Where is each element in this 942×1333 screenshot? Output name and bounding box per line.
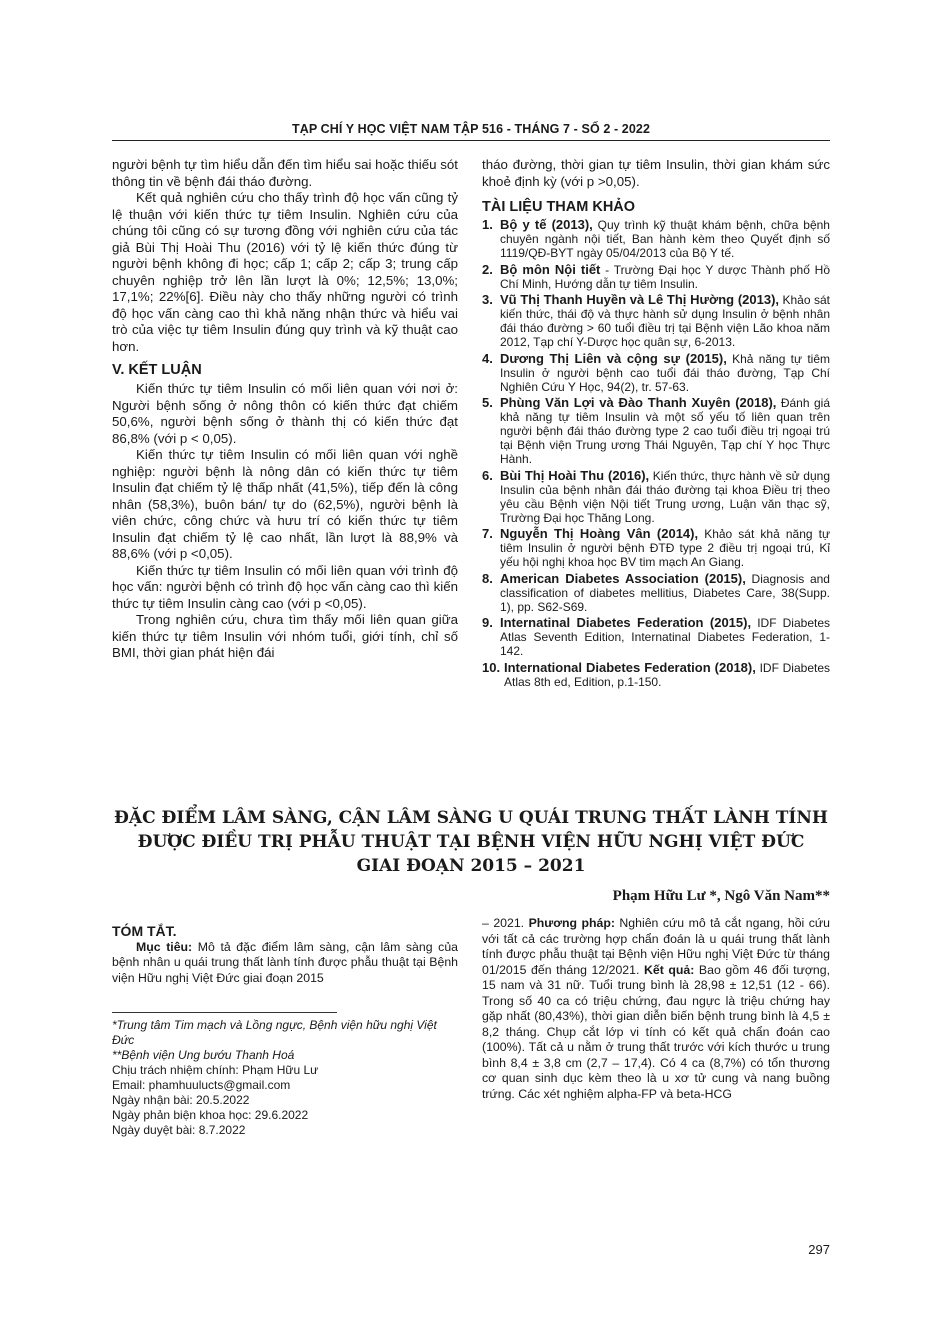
- reference-item: 4. Dương Thị Liên và cộng sự (2015), Khả năng tự tiêm Insulin ở người bệnh cao tuổi đái tháo đường, Tạp Chí Nghiên Cứu Y Học, 94(2), tr. 57-63.: [482, 350, 830, 394]
- paragraph: người bệnh tự tìm hiểu dẫn đến tìm hiểu sai hoặc thiếu sót thông tin về bệnh đái tháo đường.: [112, 157, 458, 189]
- reference-item: 10. International Diabetes Federation (2018), IDF Diabetes Atlas 8th ed, Edition, p.1-150.: [482, 659, 830, 689]
- page-number: 297: [808, 1242, 830, 1257]
- title-line: ĐƯỢC ĐIỀU TRỊ PHẪU THUẬT TẠI BỆNH VIỆN HỮU NGHỊ VIỆT ĐỨC: [137, 832, 805, 852]
- paragraph: Trong nghiên cứu, chưa tìm thấy mối liên quan giữa kiến thức tự tiêm Insulin với nhóm tuổi, giới tính, chỉ số BMI, thời gian phát hiện đái: [112, 612, 458, 660]
- title-line: ĐẶC ĐIỂM LÂM SÀNG, CẬN LÂM SÀNG U QUÁI TRUNG THẤT LÀNH TÍNH: [114, 808, 828, 828]
- affiliation-2: **Bệnh viện Ung bướu Thanh Hoá: [112, 1048, 295, 1062]
- email: Email: phamhuulucts@gmail.com: [112, 1078, 291, 1092]
- journal-header: TẠP CHÍ Y HỌC VIỆT NAM TẬP 516 - THÁNG 7 - SỐ 2 - 2022: [291, 122, 651, 136]
- reference-list: [482, 218, 830, 689]
- paragraph: tháo đường, thời gian tự tiêm Insulin, thời gian khám sức khoẻ định kỳ (với p >0,05).: [482, 157, 830, 189]
- footnote-rule: [112, 1012, 337, 1013]
- paragraph: Kiến thức tự tiêm Insulin có mối liên quan với nơi ở: Người bệnh sống ở nông thôn có kiến thức đạt chiếm 50,6%, người bệnh sống ở thành thị có kiến thức đạt 86,8% (với p < 0,05).: [112, 381, 458, 446]
- article-authors: Phạm Hữu Lư *, Ngô Văn Nam**: [612, 888, 830, 904]
- received-date: Ngày nhận bài: 20.5.2022: [112, 1093, 250, 1107]
- affiliation-1: *Trung tâm Tim mạch và Lồng ngực, Bệnh viện hữu nghị Việt Đức: [112, 1018, 437, 1047]
- reference-item: 2. Bộ môn Nội tiết - Trường Đại học Y dược Thành phố Hồ Chí Minh, Hướng dẫn tự tiêm Insulin.: [482, 261, 830, 291]
- approved-date: Ngày duyệt bài: 8.7.2022: [112, 1123, 246, 1137]
- references-heading: TÀI LIỆU THAM KHẢO: [482, 199, 636, 215]
- abstract-heading: TÓM TẮT.: [112, 923, 177, 939]
- title-line: GIAI ĐOẠN 2015 – 2021: [356, 856, 586, 876]
- reference-item: 7. Nguyễn Thị Hoàng Vân (2014), Khảo sát khả năng tự tiêm Insulin ở người bệnh ĐTĐ type 2 điều trị ngoại trú, Kỉ yếu hội nghị khoa học BV tim mạch An Giang.: [482, 526, 830, 569]
- abstract-objective: Mục tiêu: Mô tả đặc điểm lâm sàng, cận lâm sàng của bệnh nhân u quái trung thất lành tính được phẫu thuật tại Bệnh viện Hữu nghị Việt Đức giai đoạn 2015: [112, 939, 458, 985]
- paragraph: Kiến thức tự tiêm Insulin có mối liên quan với nghề nghiệp: người bệnh là nông dân có kiến thức tự tiêm Insulin đạt chiếm tỷ lệ thấp nhất (41,5%), tiếp đến là công nhân (58,3%), buôn bán/ tự do (62,5%), người bệnh là viên chức, công chức và hưu trí có kiến thức tự tiêm Insulin đạt chiếm tỷ lệ cao nhất, lần lượt là 88,9% và 88,6% (với p <0,05).: [112, 447, 458, 561]
- right-column-top: [482, 157, 830, 691]
- reference-item: 6. Bùi Thị Hoài Thu (2016), Kiến thức, thực hành về sử dụng Insulin của bệnh nhân đái tháo đường tại khoa Điều trị theo yêu cầu Bệnh viện Nội tiết Trung ương, Luận văn thạc sỹ, Trường Đại học Thăng Long.: [482, 467, 830, 525]
- abstract-paragraph: – 2021. Phương pháp: Nghiên cứu mô tả cắt ngang, hồi cứu với tất cả các trường hợp chẩn đoán là u quái trung thất lành tính được phẫu thuật tại Bệnh viện Hữu nghị Việt Đức từ tháng 01/2015 đến tháng 12/2021. Kết quả: Bao gồm 46 đối tượng, 15 nam và 31 nữ. Tuổi trung bình là 28,98 ± 12,51 (12 - 66). Trong số 40 ca có triệu chứng, đau ngực là triệu chứng hay gặp nhất (80,43%), thời gian diễn biến bệnh trung bình là 4,5 ± 8,2 tháng. Chụp cắt lớp vi tính có kết quả chẩn đoán cao (100%). Tất cả u nằm ở trung thất trước với kích thước u trung bình 8,4 ± 3,8 cm (2,7 – 17,4). Có 4 ca (8,7%) có tổn thương cơ quan sinh dục kèm theo là u xơ tử cung và nang buồng trứng. Các xét nghiệm alpha-FP và beta-HCG: [482, 916, 830, 1101]
- section-heading-conclusion: V. KẾT LUẬN: [112, 362, 202, 378]
- reference-item: 8. American Diabetes Association (2015), Diagnosis and classification of diabetes mellitius, Diabetes Care, 38(Supp. 1), pp. S62-S69.: [482, 570, 830, 614]
- paragraph: Kết quả nghiên cứu cho thấy trình độ học vấn cũng tỷ lệ thuận với kiến thức tự tiêm Insulin. Nghiên cứu của chúng tôi cũng có sự tương đồng với nghiên cứu của tác giả Bùi Thị Hoài Thu (2016) với tỷ lệ kiến thức đúng từ người bệnh không đi học; cấp 1; cấp 2; cấp 3; trung cấp chuyên nghiệp trở lên lần lượt là 0%; 12,5%; 13,0%; 17,1%; 22%[6]. Điều này cho thấy những người có trình độ học vấn càng cao thì khả năng nhận thức và hiểu vai trò của việc tự tiêm Insulin đúng quy trình và kỹ thuật cao hơn.: [112, 190, 458, 354]
- abstract-left: [112, 924, 458, 986]
- left-column-top: [112, 157, 458, 662]
- reference-item: 3. Vũ Thị Thanh Huyền và Lê Thị Hường (2013), Khảo sát kiến thức, thái độ và thực hành sử dụng Insulin ở bệnh nhân đái tháo đường > 60 tuổi điều trị tại Bệnh viện Lão khoa năm 2012, Tạp chí Y-Dược học quân sự, 6-2013.: [482, 292, 830, 349]
- footnotes: [112, 1018, 458, 1138]
- article-title: [112, 806, 830, 878]
- reference-item: 9. Internatinal Diabetes Federation (2015), IDF Diabetes Atlas Seventh Edition, Internatinal Diabetes Federation, 1-142.: [482, 615, 830, 658]
- reviewed-date: Ngày phản biện khoa học: 29.6.2022: [112, 1108, 309, 1122]
- header-rule: [112, 140, 830, 141]
- reference-item: 5. Phùng Văn Lợi và Đào Thanh Xuyên (2018), Đánh giá khả năng tự tiêm Insulin và một số yếu tố liên quan trên người bệnh đái tháo đường type 2 cao tuổi điều trị ngoại trú tại Bệnh viện Trung ương Thái Nguyên, Tạp chí Y học Thực Hành.: [482, 395, 830, 466]
- abstract-right: [482, 916, 830, 1102]
- responsible-author: Chịu trách nhiệm chính: Phạm Hữu Lư: [112, 1063, 319, 1077]
- paragraph: Kiến thức tự tiêm Insulin có mối liên quan với trình độ học vấn: người bệnh có trình độ học vấn càng cao thì kiến thức tự tiêm Insulin càng cao (với p <0,05).: [112, 562, 458, 611]
- reference-item: 1. Bộ y tế (2013), Quy trình kỹ thuật khám bệnh, chữa bệnh chuyên ngành nội tiết, Ban hành kèm theo Quyết định số 1119/QĐ-BYT ngày 05/04/2013 của Bộ Y tế.: [482, 217, 830, 260]
